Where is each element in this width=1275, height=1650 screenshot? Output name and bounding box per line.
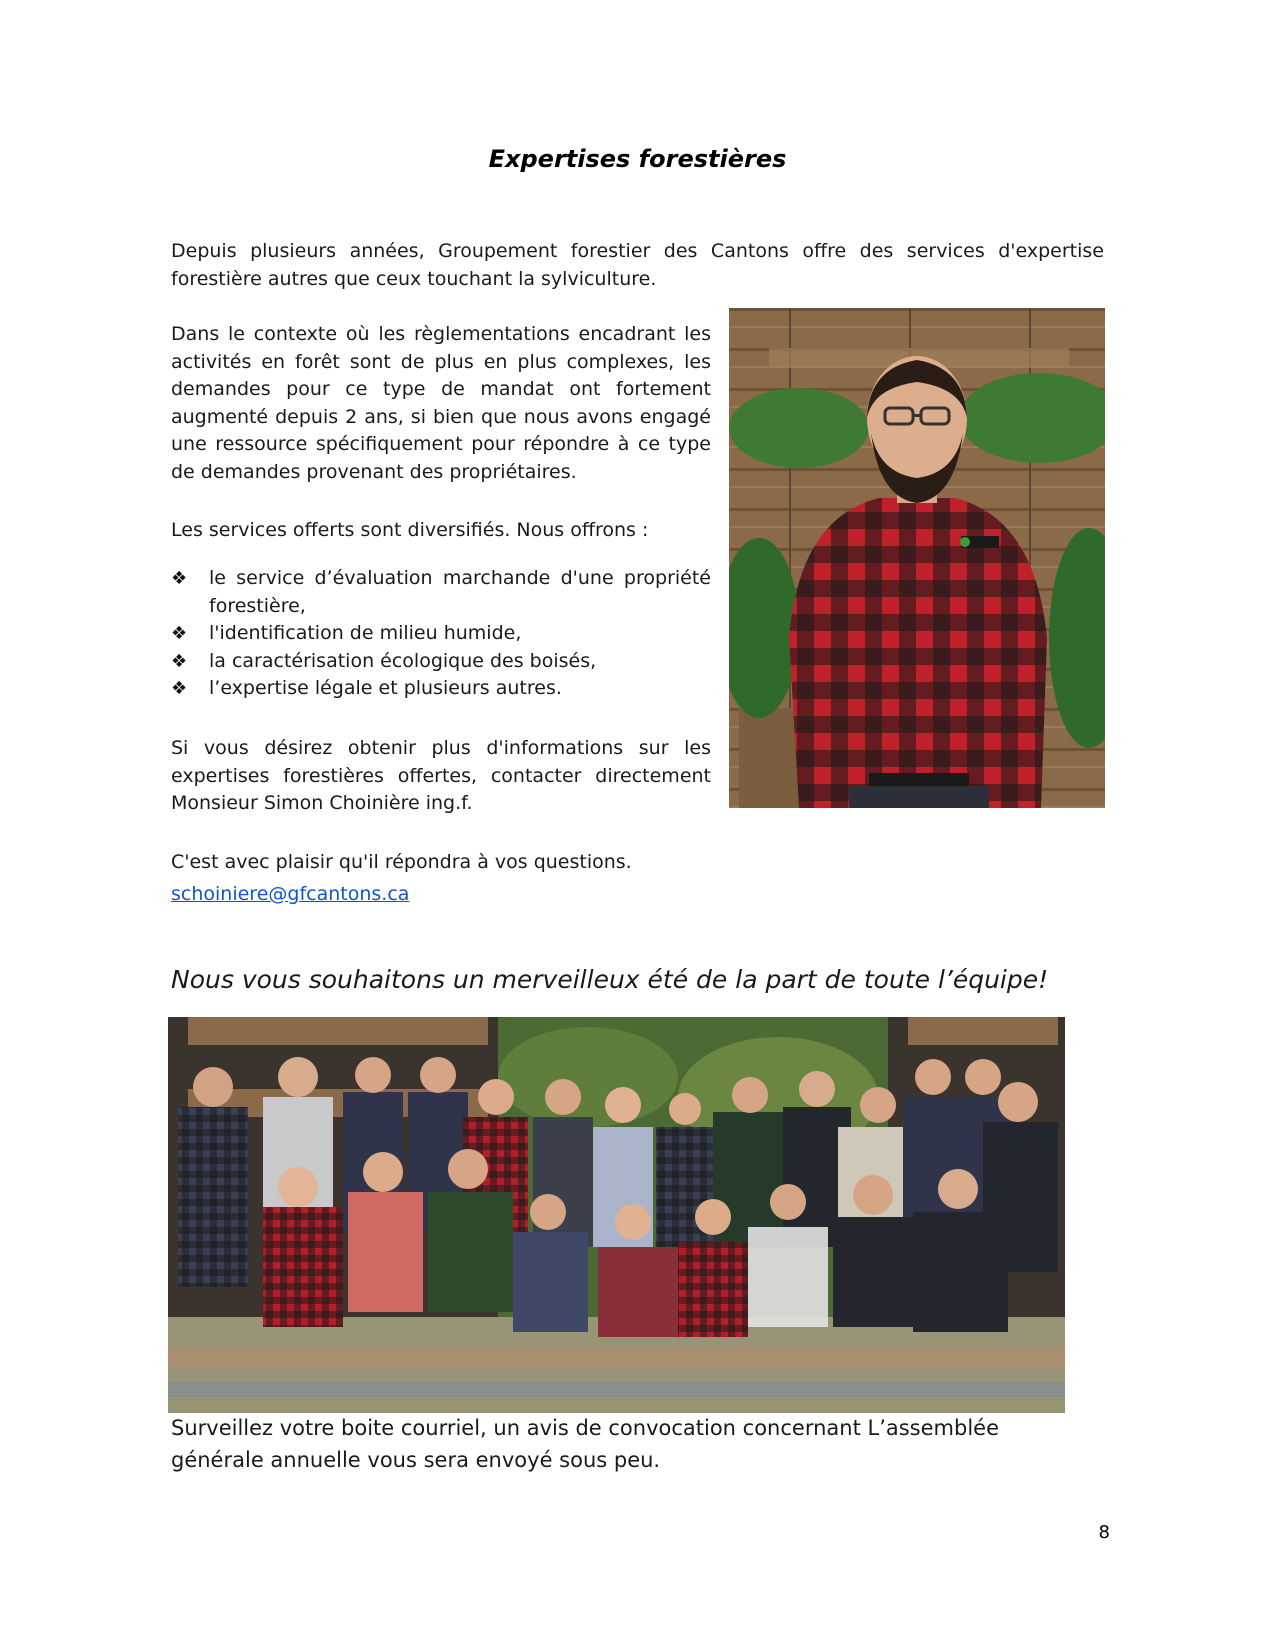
summer-greeting: Nous vous souhaitons un merveilleux été de la part de toute l’équipe! <box>171 965 1049 994</box>
portrait-photo <box>729 308 1105 808</box>
list-item: ❖ l’expertise légale et plusieurs autres. <box>171 675 711 703</box>
intro-paragraph: Depuis plusieurs années, Groupement forestier des Cantons offre des services d'expertise forestière autres que ceux touchant la sylviculture. <box>171 240 1104 290</box>
list-item: ❖ le service d’évaluation marchande d'une propriété forestière, <box>171 567 711 617</box>
list-item: ❖ l'identification de milieu humide, <box>171 620 711 648</box>
page-title: Expertises forestières <box>488 145 787 173</box>
context-paragraph: Dans le contexte où les règlementations encadrant les activités en forêt sont de plus en plus complexes, les demandes pour ce type de mandat ont fortement augmenté depuis 2 ans, si bien que nous avons engagé une ressource spécifiquement pour répondre à ce type de demandes provenant des propriétaires. <box>171 323 711 483</box>
page-number: 8 <box>1098 1522 1110 1543</box>
diamond-bullet-icon: ❖ <box>171 650 188 672</box>
diamond-bullet-icon: ❖ <box>171 678 188 699</box>
email-link[interactable]: schoiniere@gfcantons.ca <box>171 883 410 905</box>
team-photo <box>168 1017 1065 1413</box>
closing-line: C'est avec plaisir qu'il répondra à vos questions. <box>171 851 632 873</box>
list-item: ❖ la caractérisation écologique des boisés, <box>171 648 711 676</box>
diamond-bullet-icon: ❖ <box>171 568 188 589</box>
services-list <box>171 565 711 703</box>
assembly-notice: Surveillez votre boite courriel, un avis de convocation concernant L’assemblée générale annuelle vous sera envoyé sous peu. <box>171 1416 1000 1472</box>
services-intro: Les services offerts sont diversifiés. Nous offrons : <box>171 519 649 541</box>
info-paragraph: Si vous désirez obtenir plus d'informations sur les expertises forestières offertes, contacter directement Monsieur Simon Choinière ing.f. <box>171 737 711 814</box>
diamond-bullet-icon: ❖ <box>171 623 188 644</box>
